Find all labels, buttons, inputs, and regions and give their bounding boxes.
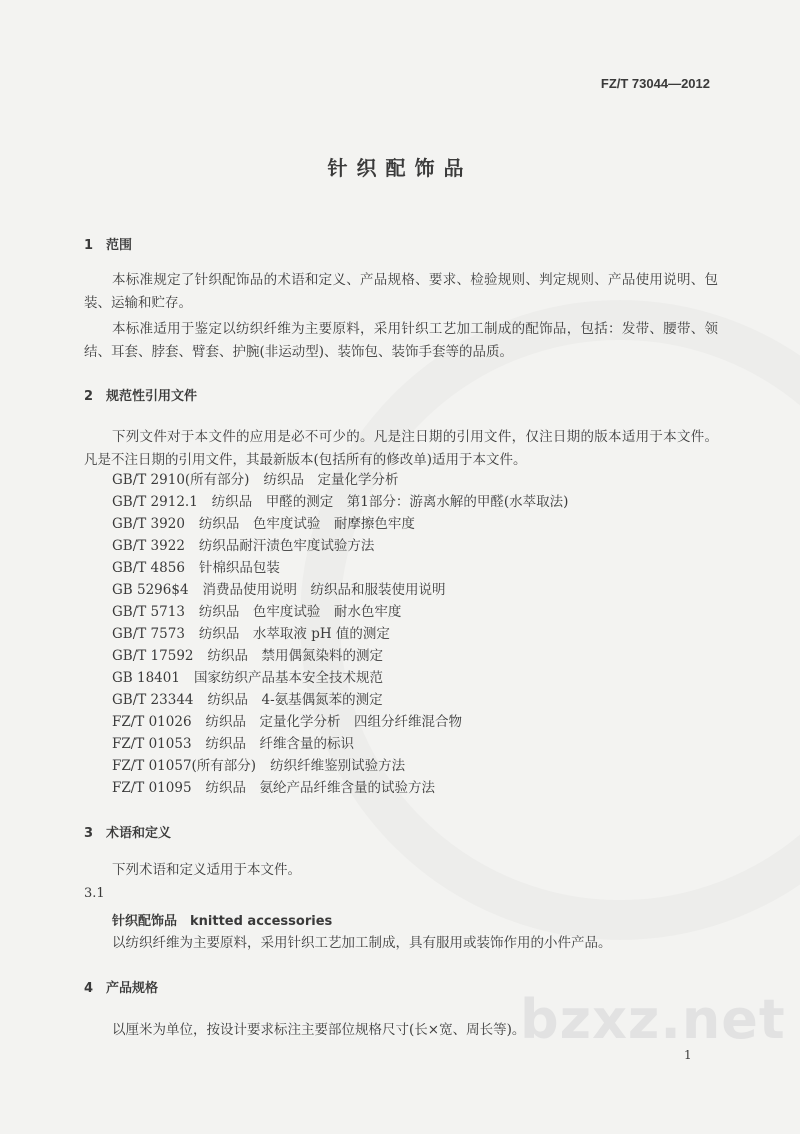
reference-item (112, 513, 568, 535)
reference-item (112, 623, 568, 645)
reference-item (112, 645, 568, 667)
section-title: 产品规格 (106, 981, 159, 996)
section-number: 3 (84, 826, 94, 841)
reference-title: 纺织纤维鉴别试验方法 (270, 758, 406, 774)
reference-item (112, 733, 568, 755)
section-3-para-1: 下列术语和定义适用于本文件。 (112, 862, 301, 878)
reference-title: 纺织品 氨纶产品纤维含量的试验方法 (205, 780, 436, 796)
section-number: 1 (84, 238, 94, 253)
reference-code: FZ/T 01057(所有部分) (112, 758, 257, 774)
reference-item (112, 689, 568, 711)
section-title: 术语和定义 (106, 826, 172, 841)
section-1-heading (84, 234, 132, 253)
reference-item (112, 777, 568, 799)
reference-title: 纺织品 色牢度试验 耐水色牢度 (198, 604, 402, 620)
reference-item (112, 469, 568, 491)
term: 针织配饰品 knitted accessories (112, 914, 333, 929)
reference-title: 消费品使用说明 纺织品和服装使用说明 (202, 582, 446, 598)
section-title: 范围 (106, 238, 133, 253)
reference-title: 针棉织品包装 (198, 560, 280, 576)
reference-item (112, 579, 568, 601)
reference-list (112, 469, 568, 799)
reference-code: GB/T 5713 (112, 604, 185, 620)
reference-item (112, 711, 568, 733)
term-definition: 以纺织纤维为主要原料，采用针织工艺加工制成，具有服用或装饰作用的小件产品。 (112, 935, 612, 951)
reference-item (112, 601, 568, 623)
reference-code: FZ/T 01095 (112, 780, 192, 796)
section-number: 2 (84, 389, 94, 404)
section-title: 规范性引用文件 (106, 389, 198, 404)
section-4-para-1: 以厘米为单位，按设计要求标注主要部位规格尺寸(长×宽、周长等)。 (112, 1022, 526, 1038)
reference-code: GB/T 4856 (112, 560, 185, 576)
section-2-para-1: 下列文件对于本文件的应用是必不可少的。凡是注日期的引用文件，仅注日期的版本适用于本文件。凡是不注日期的引用文件，其最新版本(包括所有的修改单)适用于本文件。 (84, 429, 718, 468)
reference-item (112, 667, 568, 689)
section-3-heading (84, 822, 171, 841)
section-number: 4 (84, 981, 94, 996)
reference-code: GB/T 3920 (112, 516, 185, 532)
reference-title: 纺织品 色牢度试验 耐摩擦色牢度 (198, 516, 415, 532)
reference-code: GB/T 17592 (112, 648, 194, 664)
reference-item (112, 535, 568, 557)
reference-code: GB 18401 (112, 670, 180, 686)
reference-title: 纺织品 甲醛的测定 第1部分：游离水解的甲醛(水萃取法) (211, 494, 569, 510)
section-4-heading (84, 977, 158, 996)
reference-title: 纺织品 4-氨基偶氮苯的测定 (207, 692, 383, 708)
page-number: 1 (684, 1048, 692, 1062)
section-2-heading (84, 385, 197, 404)
standard-number: FZ/T 73044—2012 (600, 76, 710, 91)
reference-item (112, 557, 568, 579)
reference-code: GB/T 2912.1 (112, 494, 198, 510)
watermark: bzxz.net (520, 988, 786, 1051)
reference-code: GB/T 23344 (112, 692, 194, 708)
reference-title: 纺织品 水萃取液 pH 值的测定 (198, 626, 390, 642)
section-1-para-2: 本标准适用于鉴定以纺织纤维为主要原料，采用针织工艺加工制成的配饰品，包括：发带、腰带、领结、耳套、脖套、臂套、护腕(非运动型)、装饰包、装饰手套等的品质。 (84, 321, 718, 360)
reference-code: GB/T 3922 (112, 538, 185, 554)
reference-code: GB 5296$4 (112, 582, 189, 598)
reference-item (112, 491, 568, 513)
page-title: 针织配饰品 (327, 156, 473, 180)
reference-title: 纺织品 定量化学分析 (263, 472, 399, 488)
reference-code: GB/T 2910(所有部分) (112, 472, 250, 488)
subsection-number: 3.1 (84, 886, 105, 901)
reference-code: FZ/T 01053 (112, 736, 192, 752)
reference-title: 纺织品 定量化学分析 四组分纤维混合物 (205, 714, 463, 730)
section-1-para-1: 本标准规定了针织配饰品的术语和定义、产品规格、要求、检验规则、判定规则、产品使用说明、包装、运输和贮存。 (84, 272, 718, 311)
reference-code: FZ/T 01026 (112, 714, 192, 730)
reference-item (112, 755, 568, 777)
reference-title: 纺织品耐汗渍色牢度试验方法 (198, 538, 375, 554)
reference-title: 纺织品 纤维含量的标识 (205, 736, 355, 752)
reference-code: GB/T 7573 (112, 626, 185, 642)
reference-title: 纺织品 禁用偶氮染料的测定 (207, 648, 383, 664)
reference-title: 国家纺织产品基本安全技术规范 (193, 670, 383, 686)
